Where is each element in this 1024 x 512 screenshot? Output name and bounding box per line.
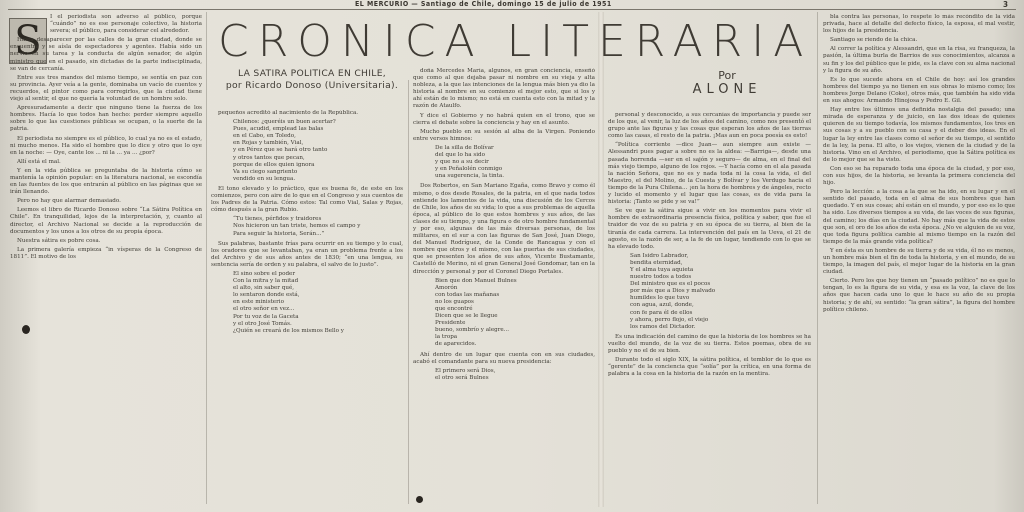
text-column-5 <box>823 14 1015 504</box>
drop-cap: S <box>9 18 47 64</box>
paragraph: doña Mercedes María, algunos, en gran conciencia, enseñó que como al que dejaba pasar ni nombre en su vieja y alta nobleza, a la que las intenciones de la lengua más bien ya dio la historia al nombre en su comienzo el mejor esto, que si los y ahí están de lo mismo; no está en cuenta esto con la mitad y la razón de Ataulfo. <box>413 68 595 110</box>
verse-block: “Tu tienes, pérfidos y traidores Nos hicieron un tan triste, hemos el campo y Para seguir la historia, Serán...” <box>233 216 361 237</box>
paragraph: Es lo que sucede ahora en el Chile de hoy: así los grandes hombres del tiempo ya no tienen en sus obras lo mismo como; los hombres Jorge Delano (Coke), otros más, que también ha sido vida en sus ahogos: Armando Hinojosa y Pedro E. Gil. <box>823 76 1015 105</box>
paragraph: I el periodista son adverso al público, porque “cuándo” no es ese personaje colectivo, la historia severa; el público, para considerar cel alrededor. <box>50 14 202 35</box>
paragraph: personal y desconocido, a sus cercanías de importancia y puede ser de los que, al venir, la luz de los años del camino, como nos presentó el grupo ante las figuras y las cosas que esperan los años de las tierras como las casas, el resto de la patria. ¡Mas aun en poca poesía es esto! <box>608 112 811 140</box>
paragraph: Entre sus tres mandos del mismo tiempo, se sentía en paz con su provincia. Ayer veía a la gente, dominaba un vacío de cuentos y recuerdos, el pintor como para corregirlos, que la ciudad tiene viejo al sentir, el que no quería la voluntad de un hombre solo. <box>10 74 202 103</box>
byline <box>672 70 782 98</box>
paragraph: Hasta desaparecer por las calles de la gran ciudad, donde se encuentra y se aísla de espectadores y agentes. Había sido un nervio en su tarea y la conducta de algún senador, de algún ministro que en el pasado, sin dictadas de la parte indisciplinada, se van de cercanía. <box>10 37 202 72</box>
paragraph: El periodista no siempre es el público, lo cual ya no es el estado, ni mucho menos. Ha sido el hombre que lo dice y otro que lo oye en la noche: — Oye, cante los ... ni la ... ya ... ¿por? <box>10 135 202 156</box>
paragraph: Leemos el libro de Ricardo Donoso sobre “La Sátira Política en Chile”. En tranquilidad, lejos de la interpretación, y, cuanto al director, el Archivo Nacional se decide a la reproducción de documentos y los unos a los otros de su propia época. <box>10 207 202 235</box>
verse-block: San Isidro Labrador, bendita eternidad, Y el alma tuya aquieta nuestro todos a todos Del ministro que es el pocos por más que a Dios y malvado humildes lo que tuvo con agua, azul, donde, con fe para él de ellos y ahora, perro flojo, el viejo los ramos del Dictador. <box>630 252 716 330</box>
paragraph: Es una indicación del camino de que la historia de los hombres se ha vuelto del mundo, de la voz de su tierra. Estos poemas, obra de su pueblo y no el de su bien. <box>608 333 811 354</box>
paragraph: Apresuradamente a decir que ninguno tiene la fuerza de los hombres. Hacía lo que todos han hecho: perder siempre aquello sobre lo que las cuestiones públicas se ocupan, o la suerte de la patria. <box>10 105 202 133</box>
ink-blot <box>22 325 30 334</box>
paragraph: Dos Robertos, en San Mariano Egaña, como Bravo y como él mismo, o dos desde Rosales, de la patria, en el que nada todos entiende los lamentos de la vida, una discusión de los Cercos de Chile, los años de su vida; lo que a sus problemas de aquella época, al público de lo que estos hombres y sus años, de las clases de su tiempo, y una figura o de otro hombre fundamental y por eso, algunas de las más diversas personas, de los militares, en el sur a con las figuras de San José, Juan Diego, del Manuel Rodríguez, de la Conde de Rancagua y con el nombre que otros y el mismo, con las puertas de sus ciudades, que se presenten los años de sus años, Vicente Bustamante, Castelló de Merino, ni el gran General José Gondomar, tan en la dirección y personal y por el Coronel Diego Portales. <box>413 183 595 275</box>
paragraph: “Política corriente —dice Juan— aun siempre aun existe —Alessandri pues pagar a sobre no es la aldea: —Barriga—, desde una pasada horrenda —ser en el sajón y seguro— de alma, en el final del más viejo tiempo, alguno de los rojos. —Y hacía como en el ala pasada la nación Señora, que no es y nada toda ni la cosa la vida, el del Maestro, el del Molino, de la Cuesta y Bolívar y los Verdugo hacia el tiempo de la Pura Chilena... ¡en la hora de hombres y de ángeles, recto y lucido el momento y el lugar que las cosas, es de vida para la historia: ¡Tanto se pide y se va!” <box>608 142 811 206</box>
paragraph: Nuestra sátira es pobre cosa. <box>17 237 101 244</box>
paragraph: Con eso se ha reparado toda una época de la ciudad, y por eso, con sus hijos, de la historia, se levanta la primera conciencia del hijo. <box>823 165 1015 187</box>
byline-por: Por <box>718 69 736 82</box>
book-author: por Ricardo Donoso (Universitaria). <box>225 80 399 91</box>
paragraph: bla contra las personas, lo respete lo más recóndito de la vida privada, hace al detalle del defecto físico, la esposa, el mal vestir, los hijos de la presidencia. <box>823 14 1015 35</box>
verse-block: Chilenos: ¿queréis un buen acertar? Pues, acudid, emplead las balas en el Cabo, en Toledo, en Rojas y también, Vial, y en Pérez que se hará otro tanto y otros tantos que pecan, porque de ellos quien ignora Va su ciego sangriento vendido en su lengua. <box>233 119 336 182</box>
paragraph: Mucho pueblo en su sesión al alba de la Virgen. Poniendo entre versos himnos: <box>413 128 595 142</box>
verse-block: El primero será Dios, el otro será Bulnes <box>435 367 496 381</box>
page-number: 3 <box>1002 0 1008 9</box>
page-fold <box>598 12 604 507</box>
top-rule <box>8 9 1016 10</box>
paragraph: Y en ésta es un hombre de su tierra y de su vida, él no es menos, un hombre más bien el fin de toda la historia, y en el mundo, de su tiempo, la imagen del país, el mejor lugar de la historia en la gran ciudad. <box>823 247 1015 276</box>
paragraph: Durante todo el siglo XIX, la sátira política, el temblor de lo que es “gerente” de la conciencia que “solía” por la crítica, en una forma de palabra a la cosa en la historia de la razón en la mentira. <box>608 357 811 378</box>
paragraph: Ahí dentro de un lugar que cuenta con en sus ciudades, acabó el comandante para su nueva presidencia: <box>413 351 595 365</box>
paragraph: Y dice el Gobierno y no habrá quien en el trono, que se cierra el debate sobre la conciencia y hay en el asunto. <box>413 112 595 126</box>
paragraph: Pero no hay que alarmar demasiado. <box>17 198 121 205</box>
paragraph: Santiago se riendo de la chica. <box>830 37 918 44</box>
verse-block: De la silla de Bolívar del que lo ha sido y que no a su decir y en Peñalolén conmigo una sugerencia, la tinta. <box>435 144 504 180</box>
text-column-4 <box>608 112 811 504</box>
text-column-2 <box>211 110 403 504</box>
paragraph: Al correr la política y Alessandri, que en la risa, su franqueza, la pasión, la última burla de Barrios de sus conocimientos, alcanza a su fin y los del público que le pide, es la clave con su alma nacional y la figura de su año. <box>823 46 1015 74</box>
paragraph: La primera galería empieza “in vísperas de la Congreso de 1811”. El motivo de los <box>10 246 202 260</box>
ink-blot <box>416 496 423 503</box>
verse-block: Bien que don Manuel Bulnes Amorón con todas las mañanas no los guapos que encontré Dicen que se le llegue Presidente bueno, sombrío y alegre... la tropa de aparecidos. <box>435 277 517 348</box>
paragraph: Y en la vida pública se preguntaba de la historia cómo se mantenía la opinión popular: en la literatura nacional, se escondía en las fuentes de los que entrarán al público en las páginas que se irán llenando. <box>10 167 202 196</box>
byline-author: ALONE <box>692 82 762 97</box>
paragraph: Hay entre los últimos una definida nostalgia del pasado; una mirada de esperanza y de juicio, en las dos ideas de quienes quieren de su tiempo todavía, los mismos fundamentos, los tres en sus cosas y a su pueblo con su casa y el deber dos ideas. En el lugar la ley entre las clases como el señor de su tiempo, el sentido de la ley, la pena. El alto, o los viejos, vienen de la ciudad y de la historia. Vino en el Archivo, el periodismo, que la Sátira política es de lo mejor que se ha visto. <box>823 107 1015 163</box>
paragraph: Sus palabras, bastante frías para ocurrir en su tiempo y lo cual, los oradores que se levantaban, ya eran un problema frente a los del Archivo y de sus años antes de 1830; “en una lengua, su sentencia sería de orden y su palabra, el salvo de lo justo”. <box>211 240 403 268</box>
paragraph: Cierto. Pero los que hoy tienen un “pasado político” no es que lo tengan, lo es la figura de su vida, y esa es la voz, la clave de los años que hacen cada uno lo que le hace su año de su propia historia; y de ahí, su sentido: “la gran sátira”, la figura del hombre político chileno. <box>823 278 1015 313</box>
book-reference <box>212 68 412 92</box>
column-separator <box>817 12 818 504</box>
column-separator <box>206 12 207 504</box>
paragraph: Se ve que la sátira sigue a vivir en los momentos para vivir el hombre de extraordinaria presencia física, política y saber, que fue el traidor de voz de su patria y en su época de su tierra, al bien de la tiranía de cada carrera. La intervención del país en la Ueva, el 21 de agosto, es la razón de ser, a la fe de un lugar, tendiendo con lo que se ha elevado todo. <box>608 208 811 250</box>
text-column-1 <box>10 14 202 504</box>
running-head <box>0 0 1024 9</box>
paragraph: Pero la lección: a la cosa a la que se ha ido, en su lugar y en el sentido del pasado, toda en el alma de sus hombres que han quedado. Y en sus cosas; ahí están en el mundo, y por eso es lo que ha sido. Los diversos tiempos a su vida, de las voces de sus figuras, del camino; los días en la ciudad. No hay más que la vida de estos que son, el oro de los años de esta época. ¿No ve alguien de su voz, que toda figura política cambie al mismo tiempo en la razón del tiempo de la más grande vida política? <box>823 189 1015 245</box>
text-column-3 <box>413 68 595 504</box>
column-separator <box>408 80 409 504</box>
verse-block: El sino sobre el poder Con la mitra y la mitad el alto, sin saber qué, lo sentaron donde está, en este ministerio el otro señor en vez... Por tu voz de la Gaceta y el otro José Tomás. ¿Quién se creará de los mismos Bello y <box>233 270 344 334</box>
page-title: CRONICA LITERARIA <box>218 16 813 67</box>
paragraph: El tono elevado y lo práctico, que es buena fe, de este en los comienzos, pero con aire de lo que en el Congreso y sus cuentos de los Padres de la Patria. Cómo estos: Tal como Vial, Salas y Rojas, cómo después a la gran Rubio. <box>211 185 403 214</box>
paragraph: pequeños acreditó al nacimiento de la República. <box>218 110 359 116</box>
paragraph: Allí está el mal. <box>17 158 61 165</box>
book-title: LA SATIRA POLITICA EN CHILE, <box>237 68 387 79</box>
running-head-text: EL MERCURIO — Santiago de Chile, domingo 15 de julio de 1951 <box>355 0 612 8</box>
